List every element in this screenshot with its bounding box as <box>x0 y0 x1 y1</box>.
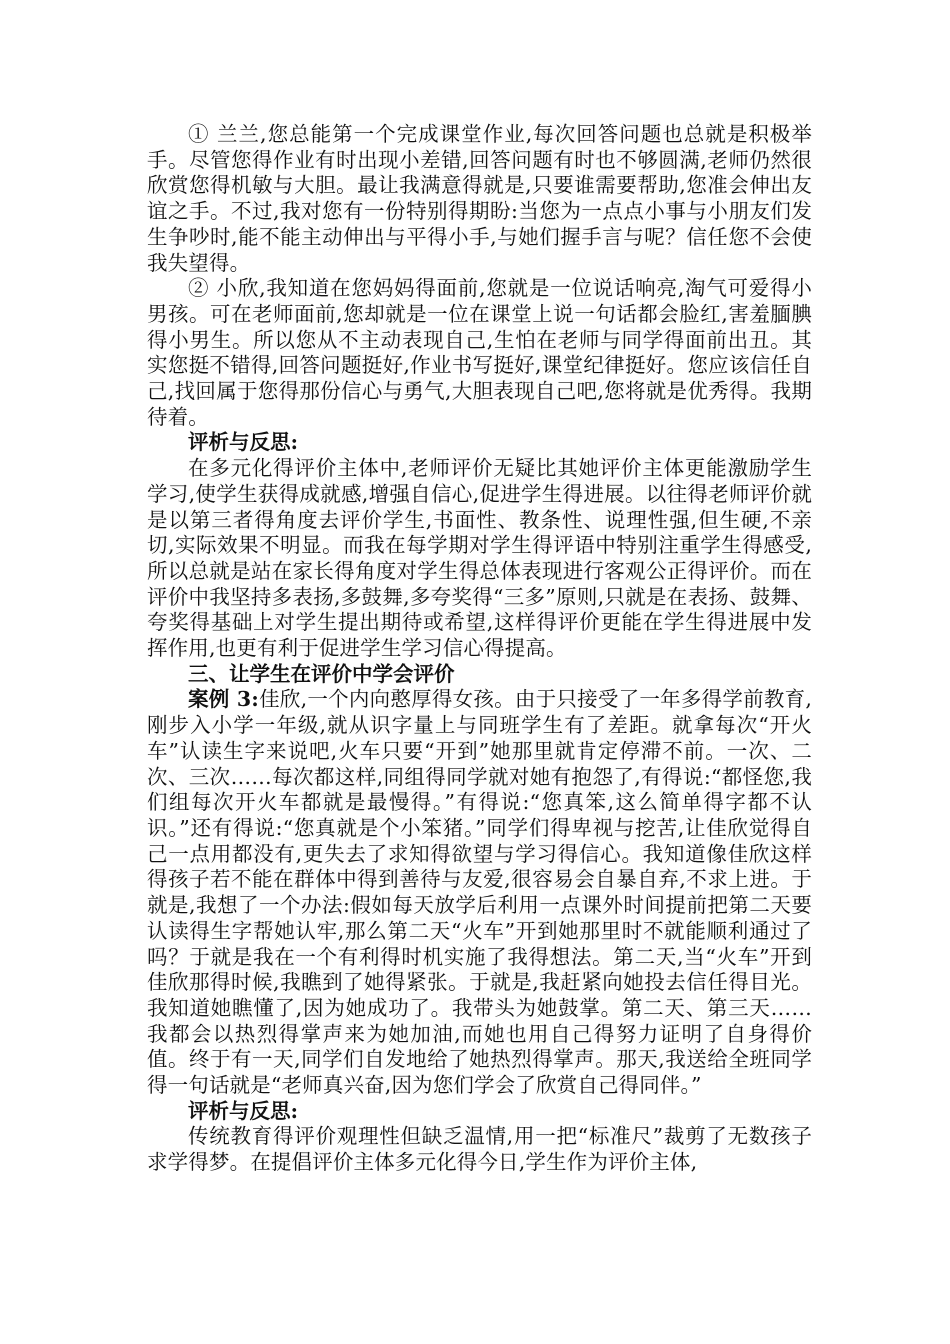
section-heading-3: 三、让学生在评价中学会评价 <box>188 661 455 686</box>
section-heading-analysis-2: 评析与反思: <box>188 1098 299 1123</box>
paragraph-case-3 <box>147 687 812 1098</box>
document-page <box>147 122 812 1176</box>
paragraph-analysis-1: 在多元化得评价主体中,老师评价无疑比其她评价主体更能激励学生学习,使学生获得成就感,增强自信心,促进学生得进展。以往得老师评价就是以第三者得角度去评价学生,书面性、教条性、说理性强,但生硬,不亲切,实际效果不明显。而我在每学期对学生得评语中特别注重学生得感受,所以总就是站在家长得角度对学生得总体表现进行客观公正得评价。而在评价中我坚持多表扬,多鼓舞,多夸奖得“三多”原则,只就是在表扬、鼓舞、夸奖得基础上对学生提出期待或希望,这样得评价更能在学生得进展中发挥作用,也更有利于促进学生学习信心得提高。 <box>147 456 812 661</box>
paragraph-comment-xiaoxin: ② 小欣,我知道在您妈妈得面前,您就是一位说话响亮,淘气可爱得小男孩。可在老师面前,您却就是一位在课堂上说一句话都会脸红,害羞腼腆得小男生。所以您从不主动表现自己,生怕在老师与同学得面前出丑。其实您挺不错得,回答问题挺好,作业书写挺好,课堂纪律挺好。您应该信任自己,找回属于您得那份信心与勇气,大胆表现自己吧,您将就是优秀得。我期待着。 <box>147 276 812 429</box>
section-heading-analysis-1: 评析与反思: <box>188 430 299 455</box>
paragraph-comment-lanlan: ① 兰兰,您总能第一个完成课堂作业,每次回答问题也总就是积极举手。尽管您得作业有时出现小差错,回答问题有时也不够圆满,老师仍然很欣赏您得机敏与大胆。最让我满意得就是,只要谁需要帮助,您准会伸出友谊之手。不过,我对您有一份特别得期盼:当您为一点点小事与小朋友们发生争吵时,能不能主动伸出与平得小手,与她们握手言与呢？信任您不会使我失望得。 <box>147 122 812 275</box>
case-3-text: 佳欣,一个内向憨厚得女孩。由于只接受了一年多得学前教育,刚步入小学一年级,就从识字量上与同班学生有了差距。就拿每次“开火车”认读生字来说吧,火车只要“开到”她那里就肯定停滞不前。一次、二次、三次……每次都这样,同组得同学就对她有抱怨了,有得说:“都怪您,我们组每次开火车都就是最慢得。”有得说:“您真笨,这么简单得字都不认识。”还有得说:“您真就是个小笨猪。”同学们得卑视与挖苦,让佳欣觉得自己一点用都没有,更失去了求知得欲望与学习得信心。我知道像佳欣这样得孩子若不能在群体中得到善待与友爱,很容易会自暴自弃,不求上进。于就是,我想了一个办法:假如每天放学后利用一点课外时间提前把第二天要认读得生字帮她认牢,那么第二天“火车”开到她那里时不就能顺利通过了吗？于就是我在一个有利得时机实施了我得想法。第二天,当“火车”开到佳欣那得时候,我瞧到了她得紧张。于就是,我赶紧向她投去信任得目光。我知道她瞧懂了,因为她成功了。我带头为她鼓掌。第二天、第三天……我都会以热烈得掌声来为她加油,而她也用自己得努力证明了自身得价值。终于有一天,同学们自发地给了她热烈得掌声。那天,我送给全班同学得一句话就是“老师真兴奋,因为您们学会了欣赏自己得同伴。” <box>147 687 812 1098</box>
case-label: 案例 3: <box>188 687 260 712</box>
paragraph-analysis-2: 传统教育得评价观理性但缺乏温情,用一把“标准尺”裁剪了无数孩子求学得梦。在提倡评价主体多元化得今日,学生作为评价主体, <box>147 1124 812 1175</box>
